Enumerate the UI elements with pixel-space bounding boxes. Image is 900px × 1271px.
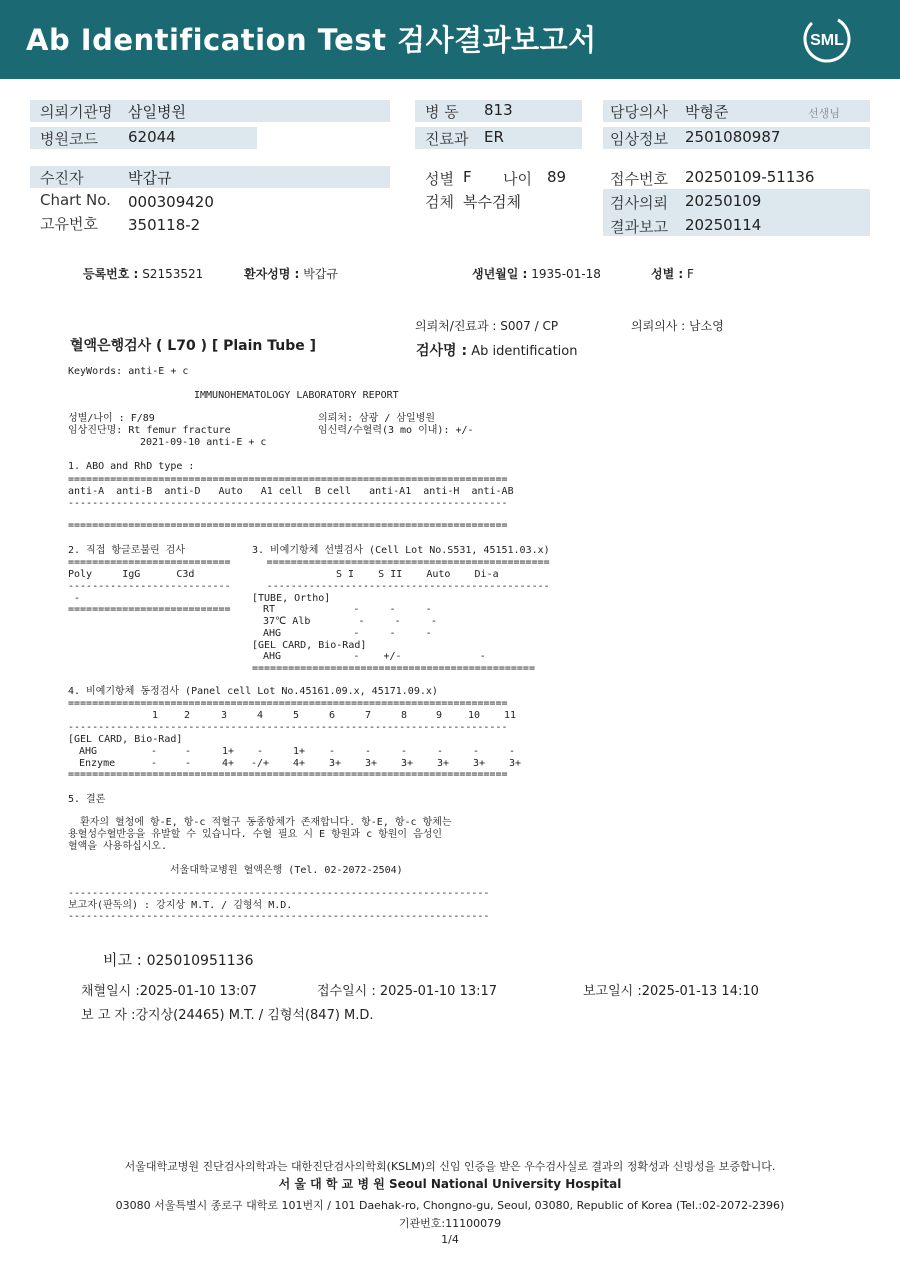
collect-time: 채혈일시 :2025-01-10 13:07 (81, 984, 257, 999)
certification-text: 서울대학교병원 진단검사의학과는 대한진단검사의학회(KSLM)의 신임 인증을 받은 우수검사실로 결과의 정확성과 신빙성을 보증합니다. (124, 1160, 776, 1173)
rule-double: ========================================================================= (68, 520, 508, 531)
patient-label: 수진자 (40, 169, 84, 187)
conclusion-line: 용혈성수혈반응을 유발할 수 있습니다. 수혈 필요 시 E 항원과 c 항원이 음성인 (68, 829, 443, 840)
tube-row-ahg: AHG - - - (263, 628, 432, 639)
panel-result: - (257, 746, 264, 757)
panel-title: 4. 비예기항체 동정검사 (Panel cell Lot No.45161.09.x, 45171.09.x) (68, 686, 438, 697)
report-title: Ab Identification Test 검사결과보고서 (26, 23, 597, 57)
panel-result: - (437, 746, 444, 757)
panel-cell-num: 6 (329, 710, 336, 721)
sml-logo (802, 14, 852, 64)
info-left-1: 성별/나이 : F/89 (68, 413, 155, 424)
clinical-label: 임상정보 (610, 130, 668, 148)
panel-cell-num: 9 (436, 710, 443, 721)
rule-single: ---------------------------------------------------------------------- (68, 911, 490, 922)
reg-no: 등록번호 : S2153521 (83, 267, 204, 281)
test-name: 검사명 : Ab identification (416, 343, 578, 359)
hospital-code-value: 62044 (128, 128, 176, 146)
rule-double: =========================== =============================================== (68, 557, 550, 568)
conclusion-line: 혈액을 사용하십시오. (68, 841, 167, 852)
remark-note: 비고 : 025010951136 (103, 951, 254, 969)
rule-single: ---------------------------------------------------------------------- (68, 888, 490, 899)
panel-result: - (151, 758, 158, 769)
conclusion-title: 5. 결론 (68, 794, 106, 805)
panel-row-enzyme-label: Enzyme (79, 758, 116, 769)
panel-cell-num: 3 (221, 710, 228, 721)
chart-label: Chart No. (40, 191, 111, 209)
panel-result: 4+ (222, 758, 235, 769)
report-time: 보고일시 :2025-01-13 14:10 (583, 984, 759, 999)
test-title: 혈액은행검사 ( L70 ) [ Plain Tube ] (70, 338, 317, 354)
patient-name: 환자성명 : 박갑규 (244, 267, 338, 281)
panel-result: - (509, 746, 516, 757)
lab-report-heading: IMMUNOHEMATOLOGY LABORATORY REPORT (194, 390, 399, 401)
panel-result: 3+ (365, 758, 378, 769)
institution-label: 의뢰기관명 (40, 103, 113, 121)
rule-single: ------------------------------------------------------------------------- (68, 498, 508, 509)
hospital-code-label: 병원코드 (40, 130, 98, 148)
panel-cell-num: 4 (257, 710, 264, 721)
sml-logo-text: SML (810, 32, 844, 49)
abo-title: 1. ABO and RhD type : (68, 461, 195, 472)
dat-value: - (74, 593, 81, 604)
panel-result: - (185, 746, 192, 757)
rule-double: =============================================== (252, 663, 535, 674)
uid-label: 고유번호 (40, 215, 98, 233)
panel-result: - (365, 746, 372, 757)
reporter-line: 보고자(판독의) : 강지상 M.T. / 김형석 M.D. (68, 900, 293, 911)
uid-value: 350118-2 (128, 216, 201, 234)
panel-cell-num: 8 (401, 710, 408, 721)
sex-value: F (463, 168, 472, 186)
final-reporter: 보 고 자 :강지상(24465) M.T. / 김형석(847) M.D. (81, 1008, 374, 1023)
panel-cell-num: 7 (365, 710, 372, 721)
specimen-value: 복수검체 (463, 193, 521, 211)
rule-double: ========================================================================= (68, 698, 508, 709)
gel-row-ahg: AHG - +/- - (263, 651, 486, 662)
institution-number: 기관번호:11100079 (398, 1217, 502, 1230)
dat-header: Poly IgG C3d (68, 569, 195, 580)
hospital-name: 서 울 대 학 교 병 원 Seoul National University Hospital (278, 1177, 622, 1191)
panel-result: 3+ (437, 758, 450, 769)
panel-cell-header (68, 710, 528, 722)
dat-title: 2. 직접 항글로불린 검사 (68, 545, 186, 556)
age-value: 89 (547, 168, 567, 186)
doctor-label: 담당의사 (610, 103, 668, 121)
doctor-value: 박형준 (685, 103, 729, 121)
panel-result: 3+ (473, 758, 486, 769)
tube-row-rt: RT - - - (263, 604, 432, 615)
panel-cell-num: 1 (152, 710, 159, 721)
meta-sex: 성별 : F (651, 267, 694, 281)
receipt-label: 접수번호 (610, 170, 668, 188)
ward-value: 813 (484, 101, 513, 119)
page-number: 1/4 (441, 1233, 459, 1246)
panel-result: - (401, 746, 408, 757)
panel-result: 3+ (401, 758, 414, 769)
panel-row-ahg-label: AHG (79, 746, 98, 757)
chart-value: 000309420 (128, 193, 214, 211)
request-value: 20250109 (685, 192, 762, 210)
clinical-value: 2501080987 (685, 128, 781, 146)
panel-result: - (473, 746, 480, 757)
tube-label: [TUBE, Ortho] (252, 593, 331, 604)
rule-single: ------------------------------------------------------------------------- (68, 722, 508, 733)
panel-result: 1+ (293, 746, 306, 757)
abo-header: anti-A anti-B anti-D Auto A1 cell B cell anti-A1 anti-H anti-AB (68, 486, 514, 497)
info-left-2: 임상진단명: Rt femur fracture (68, 425, 231, 436)
screen-title: 3. 비예기항체 선별검사 (Cell Lot No.S531, 45151.03.x) (252, 545, 550, 556)
panel-cell-num: 11 (504, 710, 517, 721)
report-header (0, 0, 900, 79)
sex-label: 성별 (425, 170, 454, 188)
dept-value: ER (484, 128, 504, 146)
keywords: KeyWords: anti-E + c (68, 366, 189, 377)
panel-cell-num: 2 (184, 710, 191, 721)
rule-double: ========================================================================= (68, 769, 508, 780)
age-label: 나이 (503, 170, 532, 188)
info-right-1: 의뢰처: 삼광 / 삼일병원 (318, 413, 436, 424)
ward-label: 병 동 (425, 103, 459, 121)
birth-date: 생년월일 : 1935-01-18 (472, 267, 601, 281)
panel-cell-num: 5 (293, 710, 300, 721)
panel-result: 1+ (222, 746, 235, 757)
info-left-3: 2021-09-10 anti-E + c (140, 437, 267, 448)
report-date-value: 20250114 (685, 216, 762, 234)
panel-result: -/+ (251, 758, 270, 769)
panel-result: 4+ (293, 758, 306, 769)
institution-value: 삼일병원 (128, 103, 186, 121)
rule-double: =========================== (68, 604, 231, 615)
panel-gel-label: [GEL CARD, Bio-Rad] (68, 734, 183, 745)
panel-row-ahg (68, 746, 528, 758)
panel-result: - (151, 746, 158, 757)
panel-result: 3+ (509, 758, 522, 769)
report-date-label: 결과보고 (610, 218, 668, 236)
patient-value: 박갑규 (128, 169, 172, 187)
referring-doctor: 의뢰의사 : 남소영 (631, 319, 724, 333)
doctor-suffix: 선생님 (808, 107, 840, 120)
info-right-2: 임신력/수혈력(3 mo 이내): +/- (318, 425, 474, 436)
panel-result: - (329, 746, 336, 757)
patient-bar (30, 166, 390, 188)
receipt-value: 20250109-51136 (685, 168, 815, 186)
conclusion-line: 환자의 혈청에 항-E, 항-c 적혈구 동종항체가 존재합니다. 항-E, 항-c 항체는 (80, 817, 452, 828)
panel-result: 3+ (329, 758, 342, 769)
receive-time: 접수일시 : 2025-01-10 13:17 (317, 984, 498, 999)
gel-label: [GEL CARD, Bio-Rad] (252, 640, 367, 651)
referring-dept: 의뢰처/진료과 : S007 / CP (415, 319, 559, 333)
tube-row-37: 37℃ Alb - - - (263, 616, 437, 627)
panel-cell-num: 10 (468, 710, 481, 721)
specimen-label: 검체 (425, 193, 454, 211)
screen-header: S I S II Auto Di-a (336, 569, 499, 580)
blood-bank-line: 서울대학교병원 혈액은행 (Tel. 02-2072-2504) (170, 865, 403, 876)
panel-result: - (185, 758, 192, 769)
rule-single: --------------------------- ----------------------------------------------- (68, 581, 550, 592)
request-label: 검사의뢰 (610, 194, 668, 212)
rule-double: ========================================================================= (68, 474, 508, 485)
dept-label: 진료과 (425, 130, 469, 148)
hospital-address: 03080 서울특별시 종로구 대학로 101번지 / 101 Daehak-ro, Chongno-gu, Seoul, 03080, Republic of Korea (Tel.:02-2072-2396) (115, 1199, 785, 1212)
